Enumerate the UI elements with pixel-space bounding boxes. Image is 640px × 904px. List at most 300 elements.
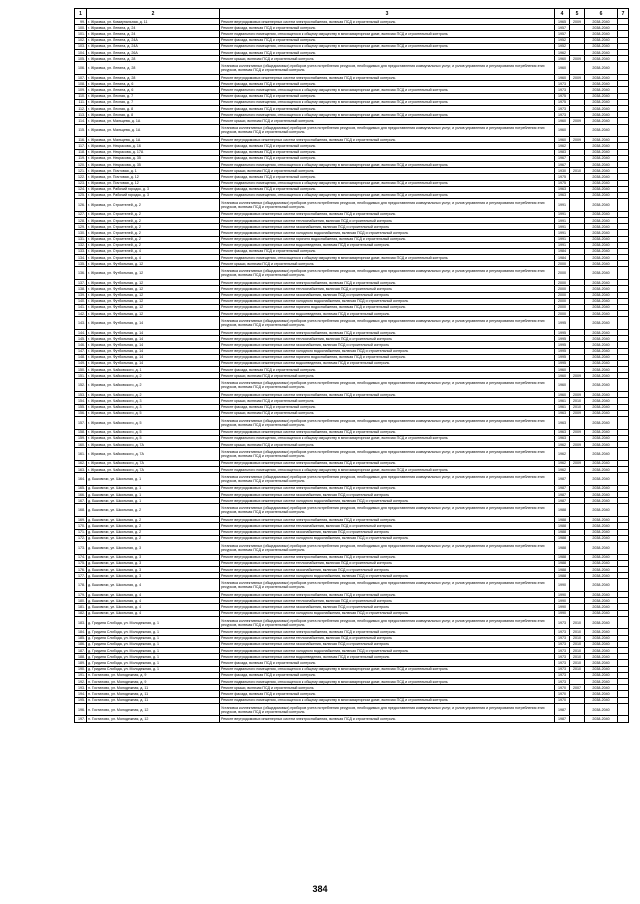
header-cell: 1	[75, 9, 87, 19]
work-type-cell: Установка коллективных (общедомовых) приборов учета потребления ресурсов, необходимых для предоставления коммунальных услуг, и узлов управления и регулирования потребления этих ресурсов, включая ПСД и строительный контроль	[220, 473, 555, 486]
planned-period-cell: 2038-2040	[585, 298, 618, 304]
year-built-cell: 1973	[555, 660, 570, 666]
planned-period-cell: 2038-2040	[585, 703, 618, 716]
row-number-cell: 152.	[75, 379, 87, 392]
address-cell: д. Гридина Слобода, ул. Молодежная, д. 1	[87, 616, 220, 629]
year-built-cell: 1988	[555, 566, 570, 572]
work-type-cell: Ремонт внутридомовых инженерных систем горячего водоснабжения, включая ПСД и строительный контроль	[220, 236, 555, 242]
address-cell: д. Быковичи, ул. Школьная, д. 2	[87, 504, 220, 517]
address-cell: г. Жуковка, ул. Строителей, д. 2	[87, 230, 220, 236]
year-last-repair-cell	[570, 62, 585, 75]
work-type-cell: Ремонт подвального помещения, относящегося к общему имуществу в многоквартирном доме, включая ПСД и строительный контроль	[220, 192, 555, 198]
row-number-cell: 100.	[75, 25, 87, 31]
work-type-cell: Ремонт фасада, включая ПСД и строительный контроль	[220, 186, 555, 192]
address-cell: г. Жуковка, ул. Рабочий городок, д. 3	[87, 192, 220, 198]
work-type-cell: Ремонт фасада, включая ПСД и строительный контроль	[220, 149, 555, 155]
year-built-cell: 1987	[555, 473, 570, 486]
year-built-cell: 1973	[555, 81, 570, 87]
year-last-repair-cell: 2009	[570, 373, 585, 379]
address-cell: г. Жуковка, ул. Мальцева, д. 1А	[87, 118, 220, 124]
planned-period-cell: 2038-2040	[585, 255, 618, 261]
work-type-cell: Ремонт фасада, включая ПСД и строительный контроль	[220, 367, 555, 373]
row-number-cell: 170.	[75, 523, 87, 529]
row-number-cell: 119.	[75, 155, 87, 161]
row-number-cell: 104.	[75, 49, 87, 55]
year-built-cell: 2000	[555, 292, 570, 298]
year-last-repair-cell: 2009	[570, 137, 585, 143]
address-cell: п. Гостилово, ул. Молодежная, д. 9	[87, 678, 220, 684]
row-number-cell: 128.	[75, 217, 87, 223]
work-type-cell: Ремонт подвального помещения, относящегося к общему имуществу в многоквартирном доме, включая ПСД и строительный контроль	[220, 255, 555, 261]
year-built-cell: 1988	[555, 517, 570, 523]
planned-period-cell: 2038-2040	[585, 666, 618, 672]
planned-period-cell: 2038-2040	[585, 105, 618, 111]
planned-period-cell: 2038-2040	[585, 716, 618, 722]
year-last-repair-cell: 2010	[570, 629, 585, 635]
address-cell: д. Быковичи, ул. Школьная, д. 2	[87, 529, 220, 535]
planned-period-cell: 2038-2040	[585, 360, 618, 366]
address-cell: г. Жуковка, ул. Ленина, д. 24	[87, 25, 220, 31]
note-cell	[618, 416, 629, 429]
address-cell: д. Быковичи, ул. Школьная, д. 2	[87, 523, 220, 529]
planned-period-cell: 2038-2040	[585, 261, 618, 267]
planned-period-cell: 2038-2040	[585, 354, 618, 360]
address-cell: г. Жуковка, ул. Футбольная, д. 12	[87, 292, 220, 298]
row-number-cell: 142.	[75, 311, 87, 317]
planned-period-cell: 2038-2040	[585, 573, 618, 579]
year-built-cell: 1984	[555, 255, 570, 261]
work-type-cell: Ремонт фасада, включая ПСД и строительный контроль	[220, 691, 555, 697]
row-number-cell: 179.	[75, 592, 87, 598]
row-number-cell: 194.	[75, 691, 87, 697]
planned-period-cell: 2038-2040	[585, 579, 618, 592]
planned-period-cell: 2038-2040	[585, 473, 618, 486]
address-cell: г. Жуковка, ул. Ленина, д. 6	[87, 81, 220, 87]
planned-period-cell: 2038-2040	[585, 56, 618, 62]
year-built-cell: 1975	[555, 174, 570, 180]
address-cell: д. Быковичи, ул. Школьная, д. 1	[87, 492, 220, 498]
planned-period-cell: 2038-2040	[585, 192, 618, 198]
address-cell: г. Жуковка, ул. Чайковского, д. 5	[87, 416, 220, 429]
note-cell	[618, 124, 629, 137]
planned-period-cell: 2038-2040	[585, 598, 618, 604]
planned-period-cell: 2038-2040	[585, 404, 618, 410]
year-last-repair-cell: 2009	[570, 410, 585, 416]
work-type-cell: Ремонт фасада, включая ПСД и строительный контроль	[220, 25, 555, 31]
row-number-cell: 190.	[75, 666, 87, 672]
year-built-cell: 1967	[555, 161, 570, 167]
year-last-repair-cell	[570, 473, 585, 486]
year-built-cell: 1963	[555, 416, 570, 429]
planned-period-cell: 2038-2040	[585, 367, 618, 373]
work-type-cell: Ремонт фасада, включая ПСД и строительный контроль	[220, 672, 555, 678]
row-number-cell: 191.	[75, 672, 87, 678]
row-number-cell: 132.	[75, 242, 87, 248]
address-cell: д. Быковичи, ул. Школьная, д. 4	[87, 604, 220, 610]
row-number-cell: 163.	[75, 467, 87, 473]
year-built-cell: 1987	[555, 716, 570, 722]
row-number-cell: 145.	[75, 336, 87, 342]
year-last-repair-cell: 2009	[570, 460, 585, 466]
year-built-cell: 2000	[555, 267, 570, 280]
work-type-cell: Ремонт подвального помещения, относящегося к общему имуществу в многоквартирном доме, включая ПСД и строительный контроль	[220, 161, 555, 167]
address-cell: г. Жуковка, ул. Чайковского, д. 7А	[87, 467, 220, 473]
year-last-repair-cell: 2010	[570, 404, 585, 410]
address-cell: г. Жуковка, ул. Лесная, д. 7	[87, 93, 220, 99]
note-cell	[618, 199, 629, 212]
planned-period-cell: 2038-2040	[585, 124, 618, 137]
header-cell: 4	[555, 9, 570, 19]
year-built-cell: 1990	[555, 598, 570, 604]
row-number-cell: 146.	[75, 342, 87, 348]
address-cell: г. Жуковка, ул. Некрасова, д. 17А	[87, 149, 220, 155]
work-type-cell: Ремонт фасада, включая ПСД и строительный контроль	[220, 93, 555, 99]
row-number-cell: 192.	[75, 678, 87, 684]
header-cell: 6	[585, 9, 618, 19]
table-row	[75, 448, 629, 461]
work-type-cell: Ремонт внутридомовых инженерных систем теплоснабжения, включая ПСД и строительный контроль	[220, 217, 555, 223]
year-built-cell: 1995	[555, 354, 570, 360]
table-row	[75, 703, 629, 716]
row-number-cell: 127.	[75, 211, 87, 217]
address-cell: г. Жуковка, ул. Коммунальная, д. 11	[87, 19, 220, 25]
planned-period-cell: 2038-2040	[585, 217, 618, 223]
note-cell	[618, 317, 629, 330]
row-number-cell: 141.	[75, 304, 87, 310]
planned-period-cell: 2038-2040	[585, 398, 618, 404]
planned-period-cell: 2038-2040	[585, 37, 618, 43]
address-cell: г. Жуковка, ул. Некрасова, д. 35	[87, 155, 220, 161]
year-last-repair-cell: 2010	[570, 398, 585, 404]
work-type-cell: Ремонт внутридомовых инженерных систем теплоснабжения, включая ПСД и строительный контроль	[220, 523, 555, 529]
address-cell: г. Жуковка, ул. Ленина, д. 6	[87, 87, 220, 93]
planned-period-cell: 2038-2040	[585, 211, 618, 217]
work-type-cell: Ремонт крыши, включая ПСД и строительный контроль	[220, 398, 555, 404]
planned-period-cell: 2038-2040	[585, 118, 618, 124]
address-cell: д. Быковичи, ул. Школьная, д. 2	[87, 517, 220, 523]
work-type-cell: Ремонт подвального помещения, относящегося к общему имуществу в многоквартирном доме, включая ПСД и строительный контроль	[220, 31, 555, 37]
work-type-cell: Ремонт внутридомовых инженерных систем электроснабжения, включая ПСД и строительный контроль	[220, 19, 555, 25]
year-built-cell: 1962	[555, 143, 570, 149]
year-built-cell: 1973	[555, 112, 570, 118]
year-last-repair-cell	[570, 448, 585, 461]
work-type-cell: Установка коллективных (общедомовых) приборов учета потребления ресурсов, необходимых для предоставления коммунальных услуг, и узлов управления и регулирования потребления этих ресурсов, включая ПСД и строительный контроль	[220, 579, 555, 592]
work-type-cell: Ремонт крыши, включая ПСД и строительный контроль	[220, 118, 555, 124]
work-type-cell: Ремонт внутридомовых инженерных систем электроснабжения, включая ПСД и строительный контроль	[220, 716, 555, 722]
row-number-cell: 153.	[75, 392, 87, 398]
year-built-cell: 1952	[555, 37, 570, 43]
note-cell	[618, 703, 629, 716]
planned-period-cell: 2038-2040	[585, 373, 618, 379]
row-number-cell: 189.	[75, 660, 87, 666]
year-built-cell: 1963	[555, 186, 570, 192]
year-built-cell: 1988	[555, 554, 570, 560]
row-number-cell: 103.	[75, 43, 87, 49]
table-row	[75, 473, 629, 486]
year-last-repair-cell: 2009	[570, 75, 585, 81]
address-cell: д. Быковичи, ул. Школьная, д. 4	[87, 610, 220, 616]
header-cell: 3	[220, 9, 555, 19]
address-cell: г. Жуковка, ул. Почтовая, д. 12	[87, 174, 220, 180]
table-row	[75, 267, 629, 280]
year-built-cell: 1988	[555, 529, 570, 535]
year-built-cell: 1995	[555, 360, 570, 366]
year-built-cell: 2000	[555, 261, 570, 267]
planned-period-cell: 2038-2040	[585, 435, 618, 441]
year-built-cell: 2000	[555, 286, 570, 292]
year-built-cell: 1988	[555, 560, 570, 566]
header-cell: 2	[87, 9, 220, 19]
year-built-cell: 1960	[555, 379, 570, 392]
work-type-cell: Ремонт внутридомовых инженерных систем электроснабжения, включая ПСД и строительный контроль	[220, 137, 555, 143]
row-number-cell: 122.	[75, 174, 87, 180]
row-number-cell: 156.	[75, 410, 87, 416]
year-built-cell: 1991	[555, 199, 570, 212]
year-built-cell: 1960	[555, 124, 570, 137]
address-cell: п. Гостилово, ул. Молодежная, д. 11	[87, 685, 220, 691]
address-cell: г. Жуковка, ул. Футбольная, д. 12	[87, 261, 220, 267]
row-number-cell: 108.	[75, 81, 87, 87]
year-last-repair-cell	[570, 267, 585, 280]
year-built-cell: 1973	[555, 616, 570, 629]
row-number-cell: 138.	[75, 286, 87, 292]
year-built-cell: 1973	[555, 648, 570, 654]
planned-period-cell: 2038-2040	[585, 93, 618, 99]
work-type-cell: Ремонт внутридомовых инженерных систем горячего водоснабжения, включая ПСД и строительный контроль	[220, 354, 555, 360]
address-cell: г. Жуковка, ул. Строителей, д. 2	[87, 242, 220, 248]
row-number-cell: 124.	[75, 186, 87, 192]
year-last-repair-cell	[570, 579, 585, 592]
work-type-cell: Ремонт внутридомовых инженерных систем холодного водоснабжения, включая ПСД и строительный контроль	[220, 573, 555, 579]
address-cell: п. Гостилово, ул. Молодежная, д. 12	[87, 703, 220, 716]
work-type-cell: Ремонт подвального помещения, относящегося к общему имуществу в многоквартирном доме, включая ПСД и строительный контроль	[220, 99, 555, 105]
year-built-cell: 1973	[555, 654, 570, 660]
work-type-cell: Ремонт внутридомовых инженерных систем водоотведения, включая ПСД и строительный контроль	[220, 242, 555, 248]
table-row	[75, 62, 629, 75]
address-cell: п. Гостилово, ул. Молодежная, д. 11	[87, 691, 220, 697]
planned-period-cell: 2038-2040	[585, 416, 618, 429]
year-built-cell: 1995	[555, 348, 570, 354]
row-number-cell: 112.	[75, 105, 87, 111]
table-row	[75, 504, 629, 517]
year-built-cell: 2000	[555, 280, 570, 286]
year-last-repair-cell: 2009	[570, 441, 585, 447]
address-cell: г. Жуковка, ул. Ленина, д. 24А	[87, 37, 220, 43]
table-row	[75, 379, 629, 392]
address-cell: г. Жуковка, ул. Строителей, д. 2	[87, 211, 220, 217]
work-type-cell: Установка коллективных (общедомовых) приборов учета потребления ресурсов, необходимых для предоставления коммунальных услуг, и узлов управления и регулирования потребления этих ресурсов, включая ПСД и строительный контроль	[220, 317, 555, 330]
address-cell: п. Гостилово, ул. Молодежная, д. 12	[87, 716, 220, 722]
row-number-cell: 139.	[75, 292, 87, 298]
planned-period-cell: 2038-2040	[585, 155, 618, 161]
year-built-cell: 1973	[555, 629, 570, 635]
header-cell: 7	[618, 9, 629, 19]
year-built-cell: 1990	[555, 604, 570, 610]
planned-period-cell: 2038-2040	[585, 641, 618, 647]
note-cell	[618, 504, 629, 517]
year-built-cell: 1963	[555, 435, 570, 441]
work-type-cell: Ремонт крыши, включая ПСД и строительный контроль	[220, 685, 555, 691]
work-type-cell: Ремонт фасада, включая ПСД и строительный контроль	[220, 660, 555, 666]
row-number-cell: 175.	[75, 560, 87, 566]
year-last-repair-cell	[570, 541, 585, 554]
planned-period-cell: 2038-2040	[585, 654, 618, 660]
work-type-cell: Ремонт внутридомовых инженерных систем газоснабжения, включая ПСД и строительный контроль	[220, 342, 555, 348]
planned-period-cell: 2038-2040	[585, 149, 618, 155]
row-number-cell: 197.	[75, 716, 87, 722]
address-cell: г. Жуковка, ул. Чайковского, д. 7А	[87, 460, 220, 466]
planned-period-cell: 2038-2040	[585, 554, 618, 560]
work-type-cell: Ремонт внутридомовых инженерных систем газоснабжения, включая ПСД и строительный контроль	[220, 492, 555, 498]
year-last-repair-cell: 2010	[570, 616, 585, 629]
year-built-cell: 1952	[555, 43, 570, 49]
address-cell: д. Гридина Слобода, ул. Молодежная, д. 1	[87, 654, 220, 660]
planned-period-cell: 2038-2040	[585, 62, 618, 75]
planned-period-cell: 2038-2040	[585, 441, 618, 447]
planned-period-cell: 2038-2040	[585, 672, 618, 678]
planned-period-cell: 2038-2040	[585, 43, 618, 49]
note-cell	[618, 579, 629, 592]
row-number-cell: 151.	[75, 373, 87, 379]
year-built-cell: 1973	[555, 672, 570, 678]
work-type-cell: Установка коллективных (общедомовых) приборов учета потребления ресурсов, необходимых для предоставления коммунальных услуг, и узлов управления и регулирования потребления этих ресурсов, включая ПСД и строительный контроль	[220, 448, 555, 461]
year-built-cell: 1988	[555, 541, 570, 554]
table-row	[75, 317, 629, 330]
work-type-cell: Ремонт внутридомовых инженерных систем холодного водоснабжения, включая ПСД и строительный контроль	[220, 230, 555, 236]
row-number-cell: 187.	[75, 648, 87, 654]
year-built-cell: 1963	[555, 192, 570, 198]
work-type-cell: Ремонт фасада, включая ПСД и строительный контроль	[220, 37, 555, 43]
work-type-cell: Ремонт крыши, включая ПСД и строительный контроль	[220, 373, 555, 379]
planned-period-cell: 2038-2040	[585, 517, 618, 523]
address-cell: д. Гридина Слобода, ул. Молодежная, д. 1	[87, 635, 220, 641]
address-cell: г. Жуковка, ул. Футбольная, д. 12	[87, 304, 220, 310]
row-number-cell: 130.	[75, 230, 87, 236]
row-number-cell: 167.	[75, 498, 87, 504]
planned-period-cell: 2038-2040	[585, 230, 618, 236]
address-cell: г. Жуковка, ул. Футбольная, д. 12	[87, 280, 220, 286]
planned-period-cell: 2038-2040	[585, 635, 618, 641]
year-built-cell: 1960	[555, 118, 570, 124]
note-cell	[618, 267, 629, 280]
address-cell: п. Гостилово, ул. Молодежная, д. 9	[87, 672, 220, 678]
address-cell: д. Быковичи, ул. Школьная, д. 1	[87, 485, 220, 491]
work-type-cell: Ремонт внутридомовых инженерных систем холодного водоснабжения, включая ПСД и строительный контроль	[220, 348, 555, 354]
work-type-cell: Ремонт подвального помещения, относящегося к общему имуществу в многоквартирном доме, включая ПСД и строительный контроль	[220, 112, 555, 118]
table-row	[75, 124, 629, 137]
address-cell: г. Жуковка, ул. Мальцева, д. 1А	[87, 124, 220, 137]
work-type-cell: Ремонт фасада, включая ПСД и строительный контроль	[220, 49, 555, 55]
year-last-repair-cell: 2010	[570, 641, 585, 647]
row-number-cell: 118.	[75, 149, 87, 155]
work-type-cell: Ремонт подвального помещения, относящегося к общему имуществу в многоквартирном доме, включая ПСД и строительный контроль	[220, 87, 555, 93]
year-last-repair-cell: 2010	[570, 168, 585, 174]
planned-period-cell: 2038-2040	[585, 560, 618, 566]
row-number-cell: 161.	[75, 448, 87, 461]
address-cell: г. Жуковка, ул. Чайковского, д. 5	[87, 429, 220, 435]
planned-period-cell: 2038-2040	[585, 168, 618, 174]
year-built-cell: 1962	[555, 49, 570, 55]
planned-period-cell: 2038-2040	[585, 31, 618, 37]
work-type-cell: Установка коллективных (общедомовых) приборов учета потребления ресурсов, необходимых для предоставления коммунальных услуг, и узлов управления и регулирования потребления этих ресурсов, включая ПСД и строительный контроль	[220, 124, 555, 137]
row-number-cell: 148.	[75, 354, 87, 360]
address-cell: г. Жуковка, ул. Футбольная, д. 14	[87, 348, 220, 354]
year-last-repair-cell: 2009	[570, 19, 585, 25]
row-number-cell: 106.	[75, 62, 87, 75]
year-last-repair-cell: 2010	[570, 660, 585, 666]
row-number-cell: 99.	[75, 19, 87, 25]
work-type-cell: Ремонт внутридомовых инженерных систем электроснабжения, включая ПСД и строительный контроль	[220, 485, 555, 491]
year-built-cell: 1990	[555, 610, 570, 616]
address-cell: г. Жуковка, ул. Ленина, д. 28	[87, 56, 220, 62]
work-type-cell: Ремонт внутридомовых инженерных систем газоснабжения, включая ПСД и строительный контроль	[220, 224, 555, 230]
row-number-cell: 164.	[75, 473, 87, 486]
year-built-cell: 1987	[555, 485, 570, 491]
planned-period-cell: 2038-2040	[585, 498, 618, 504]
year-last-repair-cell	[570, 716, 585, 722]
address-cell: г. Жуковка, ул. Некрасова, д. 35	[87, 161, 220, 167]
work-type-cell: Ремонт внутридомовых инженерных систем электроснабжения, включая ПСД и строительный контроль	[220, 429, 555, 435]
address-cell: д. Быковичи, ул. Школьная, д. 4	[87, 579, 220, 592]
year-last-repair-cell: 2009	[570, 392, 585, 398]
planned-period-cell: 2038-2040	[585, 379, 618, 392]
year-built-cell: 1995	[555, 342, 570, 348]
work-type-cell: Ремонт подвального помещения, относящегося к общему имуществу в многоквартирном доме, включая ПСД и строительный контроль	[220, 435, 555, 441]
year-built-cell: 1967	[555, 155, 570, 161]
address-cell: д. Быковичи, ул. Школьная, д. 4	[87, 592, 220, 598]
note-cell	[618, 62, 629, 75]
planned-period-cell: 2038-2040	[585, 25, 618, 31]
work-type-cell: Ремонт фасада, включая ПСД и строительный контроль	[220, 143, 555, 149]
year-built-cell: 1987	[555, 703, 570, 716]
planned-period-cell: 2038-2040	[585, 629, 618, 635]
planned-period-cell: 2038-2040	[585, 99, 618, 105]
planned-period-cell: 2038-2040	[585, 199, 618, 212]
address-cell: г. Жуковка, ул. Чайковского, д. 2	[87, 373, 220, 379]
row-number-cell: 115.	[75, 124, 87, 137]
year-built-cell: 1975	[555, 180, 570, 186]
year-built-cell: 1965	[555, 19, 570, 25]
address-cell: д. Гридина Слобода, ул. Молодежная, д. 1	[87, 629, 220, 635]
year-built-cell: 1991	[555, 236, 570, 242]
year-built-cell: 1987	[555, 498, 570, 504]
row-number-cell: 186.	[75, 641, 87, 647]
planned-period-cell: 2038-2040	[585, 691, 618, 697]
row-number-cell: 181.	[75, 604, 87, 610]
planned-period-cell: 2038-2040	[585, 342, 618, 348]
row-number-cell: 157.	[75, 416, 87, 429]
work-type-cell: Ремонт внутридомовых инженерных систем электроснабжения, включая ПСД и строительный контроль	[220, 554, 555, 560]
planned-period-cell: 2038-2040	[585, 311, 618, 317]
planned-period-cell: 2038-2040	[585, 529, 618, 535]
year-last-repair-cell: 2010	[570, 648, 585, 654]
address-cell: д. Быковичи, ул. Школьная, д. 3	[87, 566, 220, 572]
address-cell: д. Гридина Слобода, ул. Молодежная, д. 1	[87, 648, 220, 654]
year-built-cell: 1991	[555, 230, 570, 236]
year-last-repair-cell: 2009	[570, 429, 585, 435]
row-number-cell: 168.	[75, 504, 87, 517]
year-built-cell: 1957	[555, 25, 570, 31]
planned-period-cell: 2038-2040	[585, 224, 618, 230]
row-number-cell: 140.	[75, 298, 87, 304]
note-cell	[618, 616, 629, 629]
work-type-cell: Ремонт фасада, включая ПСД и строительный контроль	[220, 248, 555, 254]
address-cell: г. Жуковка, ул. Строителей, д. 4	[87, 248, 220, 254]
table-row	[75, 616, 629, 629]
work-type-cell: Ремонт внутридомовых инженерных систем электроснабжения, включая ПСД и строительный контроль	[220, 75, 555, 81]
year-built-cell: 1991	[555, 211, 570, 217]
row-number-cell: 134.	[75, 255, 87, 261]
